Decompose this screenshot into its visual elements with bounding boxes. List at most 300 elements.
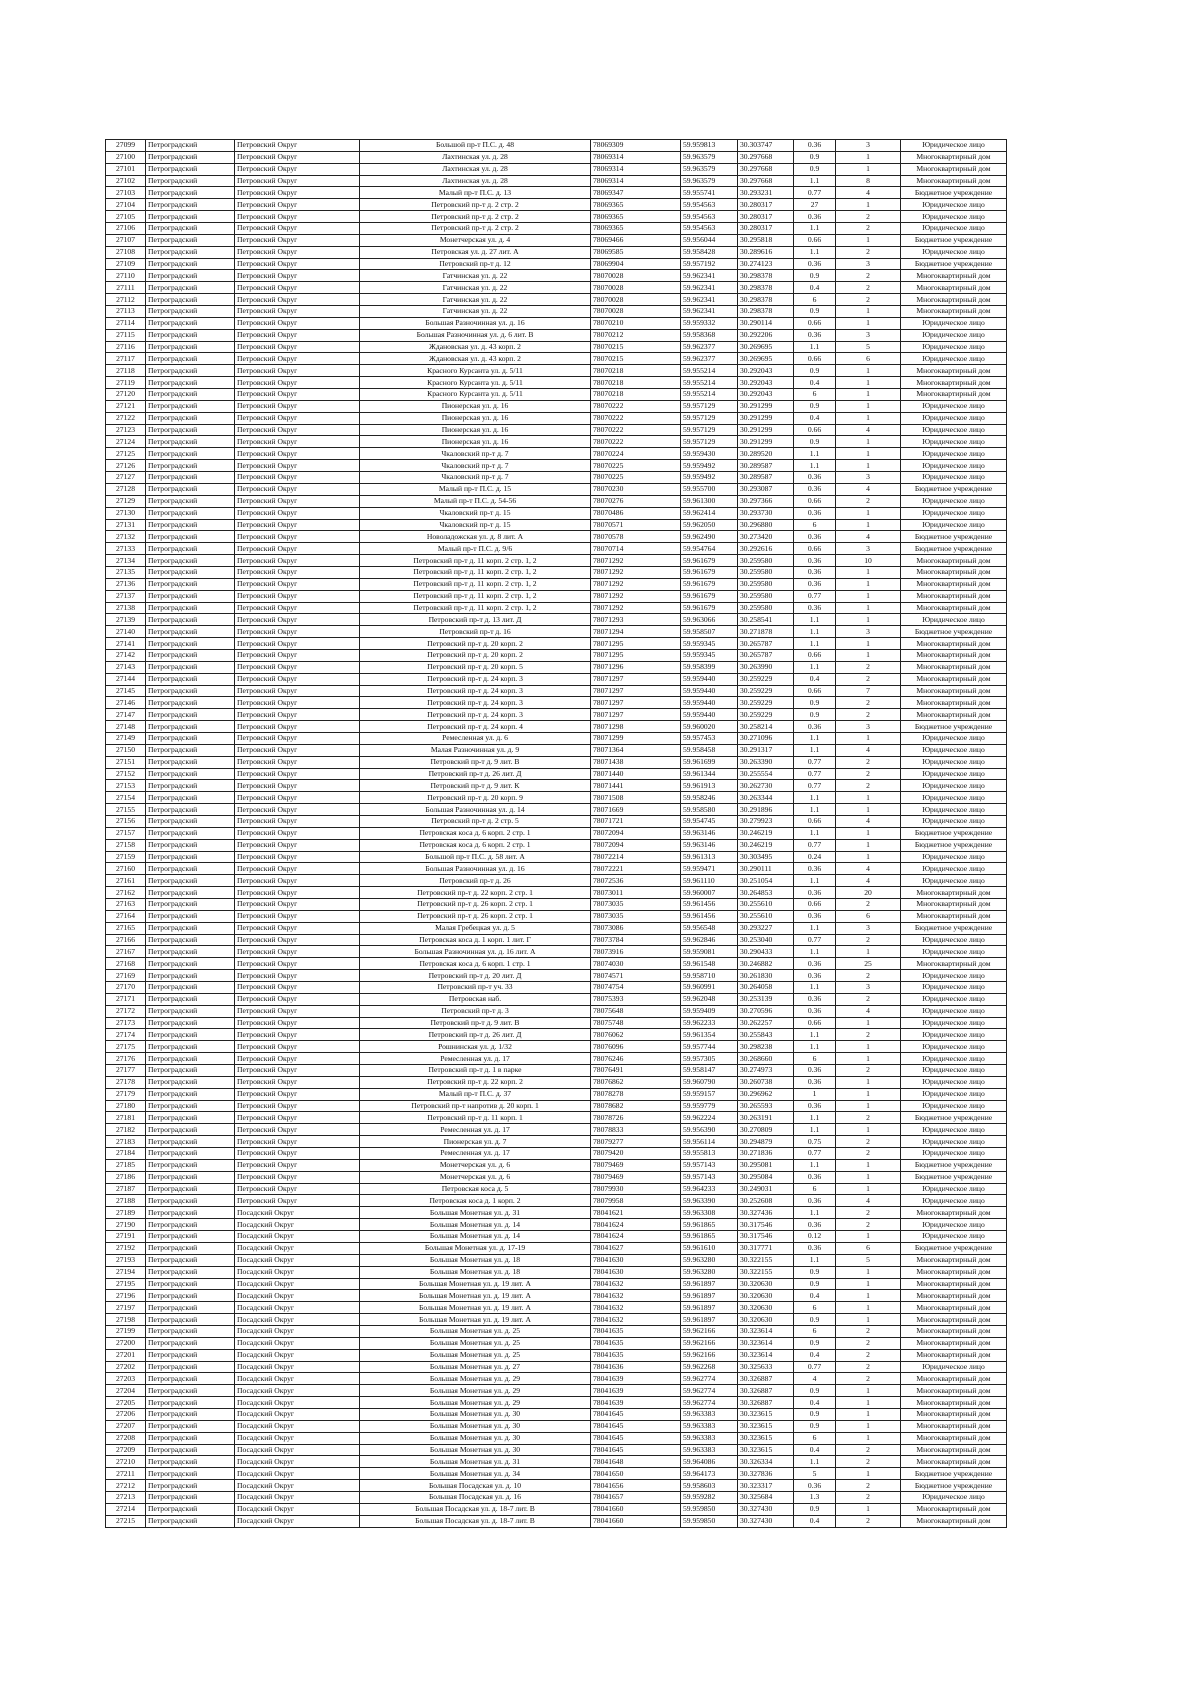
cell-district: Петроградский xyxy=(146,626,235,638)
cell-code: 78041656 xyxy=(591,1480,681,1492)
cell-okrug: Петровский Округ xyxy=(235,1088,360,1100)
cell-address: Большая Посадская ул. д. 18-7 лит. В xyxy=(360,1503,591,1515)
cell-volume: 1.1 xyxy=(794,1124,836,1136)
cell-address: Большая Разночинная ул. д. 16 лит. А xyxy=(360,946,591,958)
cell-code: 78041660 xyxy=(591,1503,681,1515)
cell-volume: 0.77 xyxy=(794,768,836,780)
cell-lat: 59.963579 xyxy=(681,151,738,163)
cell-lat: 59.959081 xyxy=(681,946,738,958)
cell-address: Петровская коса д. 6 корп. 1 стр. 1 xyxy=(360,958,591,970)
cell-count: 2 xyxy=(836,1444,901,1456)
cell-okrug: Петровский Округ xyxy=(235,1041,360,1053)
cell-n: 27207 xyxy=(106,1420,146,1432)
cell-okrug: Петровский Округ xyxy=(235,234,360,246)
cell-category: Юридическое лицо xyxy=(901,436,1007,448)
cell-n: 27147 xyxy=(106,709,146,721)
cell-category: Юридическое лицо xyxy=(901,982,1007,994)
cell-count: 2 xyxy=(836,495,901,507)
cell-lat: 59.962233 xyxy=(681,1017,738,1029)
cell-n: 27209 xyxy=(106,1444,146,1456)
cell-okrug: Посадский Округ xyxy=(235,1456,360,1468)
cell-lat: 59.962050 xyxy=(681,519,738,531)
table-row xyxy=(106,175,1007,187)
cell-lon: 30.264058 xyxy=(738,982,794,994)
cell-okrug: Петровский Округ xyxy=(235,424,360,436)
cell-code: 78069365 xyxy=(591,211,681,223)
cell-lat: 59.963383 xyxy=(681,1408,738,1420)
cell-n: 27151 xyxy=(106,756,146,768)
cell-n: 27112 xyxy=(106,294,146,306)
cell-volume: 0.36 xyxy=(794,507,836,519)
cell-okrug: Петровский Округ xyxy=(235,1017,360,1029)
cell-code: 78041636 xyxy=(591,1361,681,1373)
cell-address: Большая Посадская ул. д. 16 xyxy=(360,1491,591,1503)
cell-okrug: Петровский Округ xyxy=(235,578,360,590)
cell-district: Петроградский xyxy=(146,875,235,887)
cell-okrug: Петровский Округ xyxy=(235,626,360,638)
cell-count: 1 xyxy=(836,1420,901,1432)
cell-category: Многоквартирный дом xyxy=(901,1373,1007,1385)
cell-n: 27131 xyxy=(106,519,146,531)
table-row xyxy=(106,768,1007,780)
cell-count: 2 xyxy=(836,270,901,282)
cell-district: Петроградский xyxy=(146,223,235,235)
cell-district: Петроградский xyxy=(146,377,235,389)
cell-category: Многоквартирный дом xyxy=(901,685,1007,697)
cell-count: 2 xyxy=(836,1325,901,1337)
cell-lon: 30.320630 xyxy=(738,1278,794,1290)
cell-lat: 59.961679 xyxy=(681,578,738,590)
cell-lat: 59.962774 xyxy=(681,1385,738,1397)
cell-category: Бюджетное учреждение xyxy=(901,1112,1007,1124)
cell-category: Бюджетное учреждение xyxy=(901,483,1007,495)
cell-lat: 59.958147 xyxy=(681,1065,738,1077)
cell-count: 2 xyxy=(836,1456,901,1468)
cell-okrug: Петровский Округ xyxy=(235,768,360,780)
cell-lat: 59.956548 xyxy=(681,922,738,934)
cell-address: Петровский пр-т д. 11 корп. 2 стр. 1, 2 xyxy=(360,566,591,578)
cell-count: 1 xyxy=(836,1397,901,1409)
cell-district: Петроградский xyxy=(146,851,235,863)
cell-lat: 59.963383 xyxy=(681,1420,738,1432)
cell-lon: 30.269695 xyxy=(738,353,794,365)
cell-okrug: Петровский Округ xyxy=(235,400,360,412)
table-row xyxy=(106,1017,1007,1029)
cell-okrug: Петровский Округ xyxy=(235,851,360,863)
cell-lon: 30.327430 xyxy=(738,1503,794,1515)
cell-district: Петроградский xyxy=(146,1432,235,1444)
cell-count: 2 xyxy=(836,697,901,709)
cell-count: 1 xyxy=(836,400,901,412)
table-row xyxy=(106,578,1007,590)
table-row xyxy=(106,187,1007,199)
cell-code: 78076096 xyxy=(591,1041,681,1053)
table-row xyxy=(106,555,1007,567)
cell-count: 3 xyxy=(836,626,901,638)
cell-district: Петроградский xyxy=(146,744,235,756)
cell-category: Многоквартирный дом xyxy=(901,306,1007,318)
cell-n: 27143 xyxy=(106,661,146,673)
cell-okrug: Посадский Округ xyxy=(235,1219,360,1231)
table-row xyxy=(106,934,1007,946)
table-row xyxy=(106,223,1007,235)
cell-address: Большая Монетная ул. д. 19 лит. А xyxy=(360,1290,591,1302)
cell-okrug: Петровский Округ xyxy=(235,649,360,661)
cell-n: 27105 xyxy=(106,211,146,223)
cell-n: 27146 xyxy=(106,697,146,709)
table-row xyxy=(106,1041,1007,1053)
cell-district: Петроградский xyxy=(146,1337,235,1349)
cell-address: Большая Монетная ул. д. 25 xyxy=(360,1349,591,1361)
cell-lon: 30.246219 xyxy=(738,839,794,851)
table-row xyxy=(106,1337,1007,1349)
cell-count: 2 xyxy=(836,1207,901,1219)
cell-category: Юридическое лицо xyxy=(901,341,1007,353)
cell-address: Большая Монетная ул. д. 17-19 xyxy=(360,1242,591,1254)
cell-lon: 30.251054 xyxy=(738,875,794,887)
cell-address: Чкаловский пр-т д. 7 xyxy=(360,472,591,484)
cell-volume: 1.1 xyxy=(794,246,836,258)
cell-count: 4 xyxy=(836,531,901,543)
cell-lon: 30.268660 xyxy=(738,1053,794,1065)
cell-address: Чкаловский пр-т д. 15 xyxy=(360,519,591,531)
cell-lat: 59.959471 xyxy=(681,863,738,875)
cell-district: Петроградский xyxy=(146,412,235,424)
cell-n: 27122 xyxy=(106,412,146,424)
cell-category: Юридическое лицо xyxy=(901,934,1007,946)
cell-code: 78070222 xyxy=(591,412,681,424)
cell-address: Большая Разночинная ул. д. 6 лит. В xyxy=(360,329,591,341)
cell-okrug: Петровский Округ xyxy=(235,389,360,401)
cell-category: Многоквартирный дом xyxy=(901,282,1007,294)
cell-address: Петровский пр-т д. 9 лит. В xyxy=(360,1017,591,1029)
cell-category: Юридическое лицо xyxy=(901,946,1007,958)
cell-lat: 59.961699 xyxy=(681,756,738,768)
cell-count: 25 xyxy=(836,958,901,970)
cell-address: Петровский пр-т д. 26 xyxy=(360,875,591,887)
cell-address: Большая Монетная ул. д. 34 xyxy=(360,1468,591,1480)
cell-lon: 30.293231 xyxy=(738,187,794,199)
cell-code: 78078726 xyxy=(591,1112,681,1124)
table-row xyxy=(106,1088,1007,1100)
cell-address: Чкаловский пр-т д. 15 xyxy=(360,507,591,519)
cell-lon: 30.289587 xyxy=(738,460,794,472)
cell-category: Юридическое лицо xyxy=(901,223,1007,235)
cell-n: 27111 xyxy=(106,282,146,294)
cell-code: 78073916 xyxy=(591,946,681,958)
cell-okrug: Петровский Округ xyxy=(235,460,360,472)
cell-district: Петроградский xyxy=(146,910,235,922)
cell-address: Большая Монетная ул. д. 29 xyxy=(360,1397,591,1409)
cell-volume: 1.1 xyxy=(794,1112,836,1124)
cell-lat: 59.954764 xyxy=(681,543,738,555)
cell-address: Монетчерская ул. д. 6 xyxy=(360,1159,591,1171)
cell-lat: 59.962377 xyxy=(681,353,738,365)
cell-volume: 1.1 xyxy=(794,175,836,187)
cell-n: 27152 xyxy=(106,768,146,780)
cell-volume: 0.9 xyxy=(794,270,836,282)
cell-district: Петроградский xyxy=(146,555,235,567)
cell-address: Большая Посадская ул. д. 10 xyxy=(360,1480,591,1492)
cell-n: 27115 xyxy=(106,329,146,341)
cell-code: 78079420 xyxy=(591,1148,681,1160)
cell-volume: 1.1 xyxy=(794,946,836,958)
cell-category: Многоквартирный дом xyxy=(901,151,1007,163)
cell-n: 27196 xyxy=(106,1290,146,1302)
cell-address: Малый пр-т П.С. д. 9/6 xyxy=(360,543,591,555)
cell-okrug: Петровский Округ xyxy=(235,970,360,982)
cell-lat: 59.959345 xyxy=(681,638,738,650)
cell-code: 78041657 xyxy=(591,1491,681,1503)
cell-okrug: Петровский Округ xyxy=(235,163,360,175)
cell-count: 1 xyxy=(836,578,901,590)
cell-count: 1 xyxy=(836,507,901,519)
cell-code: 78071299 xyxy=(591,732,681,744)
cell-lon: 30.298378 xyxy=(738,270,794,282)
cell-okrug: Посадский Округ xyxy=(235,1242,360,1254)
cell-district: Петроградский xyxy=(146,1385,235,1397)
cell-volume: 0.4 xyxy=(794,1290,836,1302)
cell-volume: 0.66 xyxy=(794,815,836,827)
cell-volume: 0.4 xyxy=(794,673,836,685)
cell-n: 27215 xyxy=(106,1515,146,1527)
cell-count: 2 xyxy=(836,1148,901,1160)
cell-code: 78071297 xyxy=(591,673,681,685)
cell-lat: 59.958246 xyxy=(681,792,738,804)
cell-count: 2 xyxy=(836,1136,901,1148)
cell-volume: 6 xyxy=(794,389,836,401)
cell-okrug: Петровский Округ xyxy=(235,661,360,673)
cell-volume: 0.66 xyxy=(794,495,836,507)
table-row xyxy=(106,1076,1007,1088)
cell-count: 4 xyxy=(836,483,901,495)
cell-district: Петроградский xyxy=(146,1183,235,1195)
cell-district: Петроградский xyxy=(146,732,235,744)
cell-category: Юридическое лицо xyxy=(901,851,1007,863)
cell-volume: 1.1 xyxy=(794,460,836,472)
cell-lon: 30.264853 xyxy=(738,887,794,899)
cell-lon: 30.258214 xyxy=(738,721,794,733)
cell-okrug: Петровский Округ xyxy=(235,294,360,306)
cell-category: Многоквартирный дом xyxy=(901,638,1007,650)
cell-lon: 30.294879 xyxy=(738,1136,794,1148)
cell-address: Петровский пр-т д. 11 корп. 2 стр. 1, 2 xyxy=(360,555,591,567)
cell-volume: 0.77 xyxy=(794,187,836,199)
cell-district: Петроградский xyxy=(146,1100,235,1112)
cell-n: 27201 xyxy=(106,1349,146,1361)
cell-category: Юридическое лицо xyxy=(901,1053,1007,1065)
cell-n: 27192 xyxy=(106,1242,146,1254)
cell-code: 78041645 xyxy=(591,1444,681,1456)
table-row xyxy=(106,1112,1007,1124)
cell-category: Юридическое лицо xyxy=(901,412,1007,424)
cell-address: Петровский пр-т д. 26 лит. Д xyxy=(360,768,591,780)
cell-category: Многоквартирный дом xyxy=(901,566,1007,578)
cell-address: Петровский пр-т д. 26 корп. 2 стр. 1 xyxy=(360,899,591,911)
cell-category: Юридическое лицо xyxy=(901,756,1007,768)
cell-volume: 0.36 xyxy=(794,1005,836,1017)
cell-n: 27197 xyxy=(106,1302,146,1314)
table-row xyxy=(106,958,1007,970)
cell-address: Большая Разночинная ул. д. 16 xyxy=(360,863,591,875)
cell-lat: 59.955214 xyxy=(681,377,738,389)
cell-lon: 30.323615 xyxy=(738,1408,794,1420)
cell-address: Гатчинская ул. д. 22 xyxy=(360,306,591,318)
cell-lat: 59.964086 xyxy=(681,1456,738,1468)
cell-lat: 59.963308 xyxy=(681,1207,738,1219)
cell-district: Петроградский xyxy=(146,815,235,827)
cell-count: 1 xyxy=(836,389,901,401)
cell-count: 4 xyxy=(836,744,901,756)
table-row xyxy=(106,163,1007,175)
cell-count: 2 xyxy=(836,1219,901,1231)
cell-category: Бюджетное учреждение xyxy=(901,922,1007,934)
cell-lat: 59.962774 xyxy=(681,1397,738,1409)
cell-address: Большая Монетная ул. д. 19 лит. А xyxy=(360,1278,591,1290)
cell-n: 27109 xyxy=(106,258,146,270)
cell-count: 1 xyxy=(836,946,901,958)
table-row xyxy=(106,1373,1007,1385)
cell-code: 78071297 xyxy=(591,685,681,697)
cell-code: 78070210 xyxy=(591,317,681,329)
cell-district: Петроградский xyxy=(146,151,235,163)
cell-okrug: Петровский Округ xyxy=(235,472,360,484)
table-row xyxy=(106,294,1007,306)
cell-code: 78069314 xyxy=(591,175,681,187)
cell-category: Бюджетное учреждение xyxy=(901,187,1007,199)
cell-category: Многоквартирный дом xyxy=(901,365,1007,377)
cell-address: Новоладожская ул. д. 8 лит. А xyxy=(360,531,591,543)
cell-lon: 30.246882 xyxy=(738,958,794,970)
cell-category: Бюджетное учреждение xyxy=(901,543,1007,555)
cell-volume: 1.1 xyxy=(794,661,836,673)
cell-okrug: Петровский Округ xyxy=(235,709,360,721)
cell-volume: 0.66 xyxy=(794,649,836,661)
cell-address: Пионерская ул. д. 16 xyxy=(360,436,591,448)
cell-count: 1 xyxy=(836,163,901,175)
cell-district: Петроградский xyxy=(146,1219,235,1231)
cell-n: 27102 xyxy=(106,175,146,187)
cell-code: 78073086 xyxy=(591,922,681,934)
cell-volume: 0.77 xyxy=(794,780,836,792)
cell-okrug: Посадский Округ xyxy=(235,1385,360,1397)
cell-volume: 0.9 xyxy=(794,1408,836,1420)
cell-n: 27119 xyxy=(106,377,146,389)
cell-n: 27194 xyxy=(106,1266,146,1278)
cell-count: 2 xyxy=(836,899,901,911)
cell-n: 27144 xyxy=(106,673,146,685)
cell-lon: 30.317771 xyxy=(738,1242,794,1254)
cell-lon: 30.262730 xyxy=(738,780,794,792)
cell-lat: 59.961456 xyxy=(681,899,738,911)
cell-okrug: Петровский Округ xyxy=(235,697,360,709)
cell-count: 2 xyxy=(836,1491,901,1503)
cell-category: Юридическое лицо xyxy=(901,211,1007,223)
cell-category: Юридическое лицо xyxy=(901,1100,1007,1112)
cell-lat: 59.963280 xyxy=(681,1266,738,1278)
cell-okrug: Петровский Округ xyxy=(235,258,360,270)
cell-count: 1 xyxy=(836,1053,901,1065)
table-row xyxy=(106,1503,1007,1515)
cell-lat: 59.962048 xyxy=(681,993,738,1005)
cell-lat: 59.960790 xyxy=(681,1076,738,1088)
table-row xyxy=(106,448,1007,460)
cell-okrug: Посадский Округ xyxy=(235,1373,360,1385)
cell-category: Юридическое лицо xyxy=(901,246,1007,258)
cell-lat: 59.962166 xyxy=(681,1325,738,1337)
cell-code: 78070276 xyxy=(591,495,681,507)
cell-lon: 30.293227 xyxy=(738,922,794,934)
cell-n: 27113 xyxy=(106,306,146,318)
cell-lat: 59.959440 xyxy=(681,697,738,709)
cell-category: Юридическое лицо xyxy=(901,448,1007,460)
table-row xyxy=(106,1491,1007,1503)
cell-okrug: Посадский Округ xyxy=(235,1408,360,1420)
cell-n: 27183 xyxy=(106,1136,146,1148)
table-row xyxy=(106,685,1007,697)
table-row xyxy=(106,638,1007,650)
cell-n: 27166 xyxy=(106,934,146,946)
cell-volume: 0.9 xyxy=(794,365,836,377)
table-row xyxy=(106,756,1007,768)
cell-category: Юридическое лицо xyxy=(901,329,1007,341)
cell-lon: 30.263390 xyxy=(738,756,794,768)
cell-address: Пионерская ул. д. 7 xyxy=(360,1136,591,1148)
cell-category: Многоквартирный дом xyxy=(901,1278,1007,1290)
cell-category: Юридическое лицо xyxy=(901,460,1007,472)
cell-district: Петроградский xyxy=(146,1231,235,1243)
cell-address: Петровский пр-т д. 22 корп. 2 xyxy=(360,1076,591,1088)
cell-lon: 30.290433 xyxy=(738,946,794,958)
cell-lat: 59.959779 xyxy=(681,1100,738,1112)
cell-count: 4 xyxy=(836,424,901,436)
cell-n: 27128 xyxy=(106,483,146,495)
cell-count: 5 xyxy=(836,341,901,353)
cell-lat: 59.957143 xyxy=(681,1171,738,1183)
cell-district: Петроградский xyxy=(146,1456,235,1468)
cell-lon: 30.325633 xyxy=(738,1361,794,1373)
table-row xyxy=(106,1361,1007,1373)
cell-district: Петроградский xyxy=(146,1053,235,1065)
table-row xyxy=(106,270,1007,282)
cell-count: 2 xyxy=(836,294,901,306)
cell-code: 78070028 xyxy=(591,294,681,306)
cell-okrug: Петровский Округ xyxy=(235,590,360,602)
cell-count: 1 xyxy=(836,1503,901,1515)
cell-lon: 30.291299 xyxy=(738,424,794,436)
cell-lat: 59.962166 xyxy=(681,1349,738,1361)
cell-category: Бюджетное учреждение xyxy=(901,1171,1007,1183)
cell-category: Многоквартирный дом xyxy=(901,1254,1007,1266)
cell-lat: 59.954563 xyxy=(681,199,738,211)
cell-count: 1 xyxy=(836,1041,901,1053)
cell-code: 78041621 xyxy=(591,1207,681,1219)
cell-category: Многоквартирный дом xyxy=(901,1515,1007,1527)
cell-count: 5 xyxy=(836,1254,901,1266)
cell-okrug: Петровский Округ xyxy=(235,436,360,448)
cell-volume: 0.36 xyxy=(794,1480,836,1492)
cell-volume: 0.36 xyxy=(794,258,836,270)
cell-volume: 6 xyxy=(794,1325,836,1337)
cell-n: 27117 xyxy=(106,353,146,365)
cell-lon: 30.280317 xyxy=(738,211,794,223)
table-row xyxy=(106,590,1007,602)
cell-lon: 30.253139 xyxy=(738,993,794,1005)
cell-n: 27213 xyxy=(106,1491,146,1503)
cell-count: 3 xyxy=(836,258,901,270)
cell-volume: 0.9 xyxy=(794,1278,836,1290)
cell-okrug: Петровский Округ xyxy=(235,910,360,922)
